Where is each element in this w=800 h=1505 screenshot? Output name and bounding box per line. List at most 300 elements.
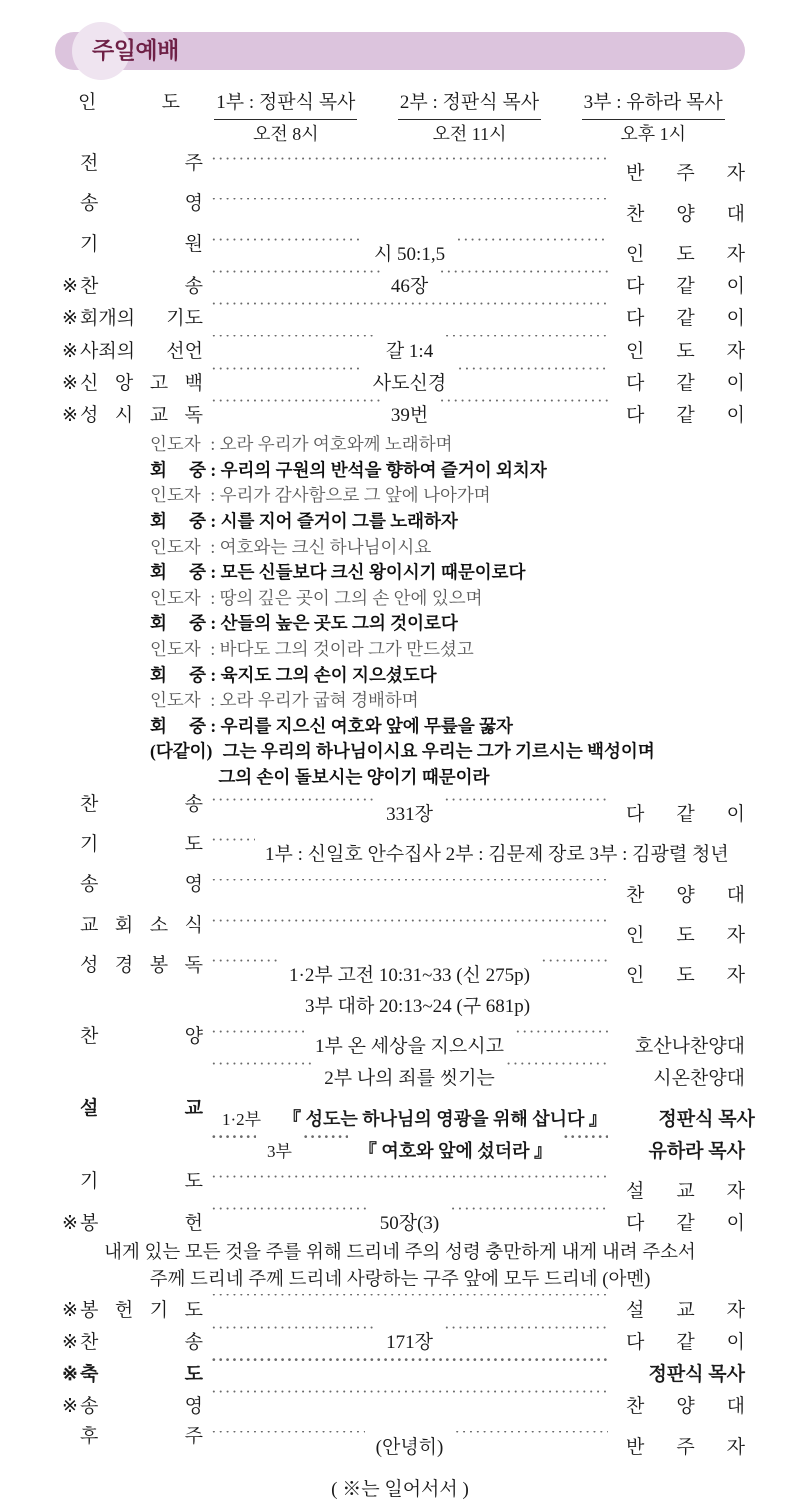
closing-1-assignee-char-2: 이: [726, 1331, 745, 1353]
notice-1-assignee-char-2: 자: [726, 924, 745, 946]
scripture-dots-left: [211, 959, 278, 981]
responsive-line-0-colon: :: [206, 434, 220, 455]
opening-3-content: 46장: [390, 276, 429, 298]
responsive-line-3-text: 시를 지어 즐거이 그를 노래하자: [220, 511, 458, 532]
order-row-opening-5: [0, 335, 800, 367]
notice-0-dots-left: [211, 879, 608, 901]
opening-5-label-char-0: 사죄의: [80, 340, 136, 362]
closing-2-label-char-0: 축: [80, 1364, 99, 1386]
opening-4-assignee-char-1: 같: [676, 308, 695, 330]
notice-1-standing-mark: [62, 911, 80, 941]
offering-1-dots-right: [450, 1207, 608, 1229]
scripture-assignee: [614, 961, 745, 991]
responsive-line-8-text: 바다도 그의 것이라 그가 만드셨고: [219, 638, 474, 659]
sermon-part-1: 1·2부: [222, 1109, 262, 1129]
lead-label-char-1: 도: [161, 92, 180, 113]
responsive-line-2-colon: :: [206, 485, 220, 506]
order-row-notice-0: [0, 870, 800, 910]
scripture-assignee-char-0: 인: [626, 965, 645, 987]
responsive-line-5-speaker: [150, 560, 206, 585]
opening-2-content: 시 50:1,5: [373, 244, 446, 266]
notice-0-standing-mark: [62, 870, 80, 900]
closing-1-content: 171장: [386, 1331, 433, 1353]
opening-1-assignee-char-2: 대: [726, 203, 745, 225]
order-row-closing-2: [0, 1358, 800, 1390]
opening-2-label-text: [80, 230, 205, 260]
offering-1-dots-left: [211, 1207, 369, 1229]
opening-4-label-char-0: 회개의: [80, 308, 136, 330]
responsive-line-1-colon: :: [206, 459, 221, 480]
scripture-standing-mark: [62, 951, 80, 981]
opening-2-dots-left: [211, 238, 363, 260]
hymn-0-label-char-1: 송: [184, 793, 203, 815]
opening-5-standing-mark: ※: [62, 340, 78, 362]
responsive-line-1-speaker-part: 중: [189, 459, 206, 480]
opening-3-dots-right: [439, 270, 608, 292]
opening-6-standing-mark: ※: [62, 372, 78, 394]
responsive-line-1-speaker: [150, 458, 206, 483]
notice-1-label-char-1: 회: [114, 914, 134, 936]
closing-4-assignee-char-0: 반: [626, 1436, 645, 1458]
opening-6-content: 사도신경: [372, 372, 447, 394]
opening-2-standing-mark: [62, 230, 80, 260]
responsive-line-4-speaker: [150, 535, 206, 560]
closing-0-label: [62, 1296, 205, 1326]
opening-0-assignee: [614, 159, 745, 189]
closing-1-dots-right: [444, 1326, 608, 1348]
responsive-line-2-speaker-part: 인도자: [150, 485, 201, 506]
anthem-label-char-1: 양: [184, 1025, 203, 1047]
offering-0-label-char-1: 도: [184, 1171, 203, 1192]
offering-1-label-text: [80, 1209, 205, 1239]
page-title: 주일예배: [92, 38, 179, 64]
responsive-line-4-speaker-part: 인도자: [150, 536, 201, 557]
scripture-label-char-1: 경: [114, 955, 134, 977]
closing-0-standing-mark: ※: [62, 1299, 78, 1321]
opening-6-assignee-char-0: 다: [626, 372, 645, 394]
service-column-3: [561, 88, 745, 149]
opening-5-assignee-char-0: 인: [626, 340, 645, 362]
offering-1-assignee: [614, 1209, 745, 1239]
opening-5-assignee: [614, 337, 745, 367]
opening-4-standing-mark: ※: [62, 308, 78, 330]
sermon-preacher-2: [614, 1137, 745, 1167]
offering-0-label-char-0: 기: [80, 1171, 99, 1192]
order-row-closing-0: [0, 1294, 800, 1326]
closing-3-standing-mark: ※: [62, 1396, 78, 1418]
opening-6-dots-right: [457, 367, 608, 389]
order-row-opening-1: [0, 189, 800, 229]
responsive-line-10-colon: :: [206, 690, 220, 711]
offering-1-assignee-char-1: 같: [676, 1213, 695, 1235]
order-row-opening-7: [0, 399, 800, 431]
opening-3-label-char-0: 찬: [80, 276, 99, 298]
opening-0-assignee-char-0: 반: [626, 163, 645, 185]
opening-0-dots-left: [211, 157, 608, 179]
opening-0-label: [62, 149, 205, 179]
responsive-line-7-speaker: [150, 611, 206, 636]
prayer-label-text: [80, 830, 205, 860]
anthem-label: [62, 1022, 205, 1052]
standing-footnote: ( ※는 일어서서 ): [331, 1478, 469, 1500]
responsive-line-11-speaker-part: 회: [150, 715, 167, 736]
closing-2-label-char-1: 도: [184, 1364, 203, 1386]
opening-6-label-char-0: 신: [80, 372, 99, 394]
offering-1-label-char-0: 봉: [80, 1213, 99, 1235]
responsive-line-6-text: 땅의 깊은 곳이 그의 손 안에 있으며: [219, 587, 483, 608]
notice-1-label-text: [80, 911, 205, 941]
scripture-reference-2: 3부 대하 20:13~24 (구 681p): [305, 995, 531, 1017]
closing-3-label-char-0: 송: [80, 1396, 99, 1418]
opening-7-assignee-char-1: 같: [676, 405, 695, 427]
order-row-closing-1: [0, 1326, 800, 1358]
order-block-5: [0, 1294, 800, 1463]
closing-1-assignee-char-0: 다: [626, 1331, 645, 1353]
opening-7-label-char-3: 독: [184, 405, 203, 427]
order-row-scripture: [0, 951, 800, 991]
order-row-sermon-line2: [0, 1135, 800, 1167]
responsive-line-9: [0, 662, 800, 688]
anthem-dots-left: [211, 1030, 304, 1052]
closing-3-label-text: [80, 1392, 205, 1422]
opening-0-assignee-char-1: 주: [676, 163, 695, 185]
responsive-line-1: [0, 457, 800, 483]
responsive-line-6-speaker-part: 인도자: [150, 587, 201, 608]
responsive-line-8: [0, 636, 800, 662]
closing-0-label-char-0: 봉: [80, 1299, 99, 1321]
closing-4-assignee-char-2: 자: [726, 1436, 745, 1458]
opening-0-label-char-0: 전: [80, 153, 99, 174]
opening-6-label-char-2: 고: [149, 372, 169, 394]
opening-7-content: 39번: [390, 405, 429, 427]
opening-4-dots-left: [211, 302, 608, 324]
closing-0-label-char-1: 헌: [114, 1299, 134, 1321]
scripture-label-char-0: 성: [80, 955, 99, 977]
offering-lyrics-line2: 주께 드리네 주께 드리네 사랑하는 구주 앞에 모두 드리네 (아멘): [149, 1269, 651, 1290]
responsive-line-4-colon: :: [206, 536, 220, 557]
opening-2-assignee-char-2: 자: [726, 244, 745, 266]
closing-4-label-char-0: 후: [80, 1426, 99, 1448]
responsive-line-9-speaker: [150, 663, 206, 688]
closing-2-label-text: [80, 1360, 205, 1390]
service-3-leader: 3부 : 유하라 목사: [582, 88, 725, 120]
responsive-line-0-text: 오라 우리가 여호와께 노래하며: [219, 434, 453, 455]
offering-1-assignee-char-2: 이: [726, 1213, 745, 1235]
closing-2-standing-mark: ※: [62, 1364, 78, 1386]
closing-2-assignee-text: 정판식 목사: [648, 1364, 745, 1386]
order-row-notice-1: [0, 911, 800, 951]
opening-0-standing-mark: [62, 149, 80, 179]
closing-2-assignee: [614, 1360, 745, 1390]
sermon2-dots-2: [563, 1135, 608, 1157]
opening-4-label-char-1: 기도: [166, 308, 203, 330]
order-row-offering-0: [0, 1167, 800, 1207]
prayer-content: 1부 : 신일호 안수집사 2부 : 김문제 장로 3부 : 김광렬 청년: [265, 844, 729, 866]
closing-4-content: (안녕히): [375, 1436, 444, 1458]
responsive-line-10: [0, 687, 800, 713]
opening-1-label-text: [80, 189, 205, 219]
anthem-standing-mark: [62, 1022, 80, 1052]
responsive-line-3-speaker-part: 회: [150, 511, 167, 532]
opening-7-label-char-0: 성: [80, 405, 99, 427]
anthem2-dots-right: [506, 1062, 608, 1084]
opening-5-label-char-1: 선언: [166, 340, 203, 362]
notice-1-assignee-char-1: 도: [676, 924, 695, 946]
hymn-0-dots-left: [211, 798, 375, 820]
scripture-label-char-3: 독: [184, 955, 203, 977]
closing-0-assignee: [614, 1296, 745, 1326]
opening-4-label-text: [80, 304, 205, 334]
opening-3-dots-left: [211, 270, 380, 292]
closing-4-label-text: [80, 1422, 205, 1452]
opening-6-assignee: [614, 369, 745, 399]
notice-1-assignee: [614, 921, 745, 951]
scripture-label: [62, 951, 205, 981]
closing-0-assignee-char-0: 설: [626, 1299, 645, 1321]
sermon2-dots-1: [303, 1135, 348, 1157]
closing-1-assignee: [614, 1328, 745, 1358]
sermon-label-text: [80, 1094, 205, 1124]
opening-3-assignee-char-2: 이: [726, 276, 745, 298]
responsive-all-line1: 그는 우리의 하나님이시요 우리는 그가 기르시는 백성이며: [222, 741, 655, 762]
notice-0-assignee-char-0: 찬: [626, 884, 645, 906]
opening-7-assignee: [614, 401, 745, 431]
opening-4-assignee-char-2: 이: [726, 308, 745, 330]
notice-0-assignee: [614, 881, 745, 911]
order-row-opening-4: [0, 302, 800, 334]
responsive-line-5-speaker-part: 회: [150, 562, 167, 583]
offering-0-assignee-char-0: 설: [626, 1181, 645, 1203]
order-block-2: [0, 790, 800, 830]
scripture-assignee-char-2: 자: [726, 965, 745, 987]
closing-3-assignee-char-0: 찬: [626, 1396, 645, 1418]
opening-1-dots-left: [211, 198, 608, 220]
responsive-line-11-speaker-part: 중: [189, 715, 206, 736]
order-row-sermon: [0, 1094, 800, 1134]
responsive-line-11-speaker: [150, 714, 206, 739]
sermon-preacher-1: [624, 1105, 755, 1135]
anthem-dots-right: [515, 1030, 608, 1052]
service-column-2: [378, 88, 562, 149]
responsive-line-9-speaker-part: 중: [189, 664, 206, 685]
hymn-0-label: [62, 790, 205, 820]
order-row-opening-3: [0, 270, 800, 302]
notice-0-label: [62, 870, 205, 900]
anthem2-dots-left: [211, 1062, 313, 1084]
opening-5-assignee-char-2: 자: [726, 340, 745, 362]
opening-2-dots-right: [456, 238, 608, 260]
anthem-choir-2: [614, 1064, 745, 1094]
offering-0-dots-left: [211, 1175, 608, 1197]
hymn-0-standing-mark: [62, 790, 80, 820]
responsive-line-11: [0, 713, 800, 739]
responsive-line-7-speaker-part: 중: [189, 613, 206, 634]
closing-2-dots-left: [211, 1358, 608, 1380]
notice-1-label-char-2: 소: [149, 914, 169, 936]
responsive-line-3: [0, 508, 800, 534]
closing-3-assignee-char-1: 양: [676, 1396, 695, 1418]
opening-7-label-char-2: 교: [149, 405, 169, 427]
closing-4-standing-mark: [62, 1422, 80, 1452]
order-row-closing-4: [0, 1422, 800, 1462]
closing-4-dots-left: [211, 1431, 365, 1453]
closing-3-label: [62, 1392, 205, 1422]
opening-3-assignee: [614, 272, 745, 302]
responsive-line-1-speaker-part: 회: [150, 459, 167, 480]
closing-3-dots-left: [211, 1390, 608, 1412]
service-2-time: 오전 11시: [432, 124, 507, 144]
offering-0-assignee-char-2: 자: [726, 1181, 745, 1203]
closing-4-assignee: [614, 1433, 745, 1463]
closing-3-label-char-1: 영: [184, 1396, 203, 1418]
notice-1-assignee-char-0: 인: [626, 924, 645, 946]
responsive-line-5: [0, 559, 800, 585]
order-row-anthem-line2: [0, 1062, 800, 1094]
opening-2-label: [62, 230, 205, 260]
opening-7-assignee-char-2: 이: [726, 405, 745, 427]
responsive-line-0-speaker: [150, 432, 206, 457]
closing-2-label: [62, 1360, 205, 1390]
responsive-line-11-colon: :: [206, 715, 221, 736]
responsive-line-8-colon: :: [206, 638, 220, 659]
responsive-line-2-speaker: [150, 483, 206, 508]
order-row-scripture-line2: [0, 992, 800, 1022]
closing-3-assignee-char-2: 대: [726, 1396, 745, 1418]
service-1-leader: 1부 : 정판식 목사: [214, 88, 357, 120]
sermon-title-1: 『 성도는 하나님의 영광을 위해 삽니다 』: [283, 1108, 607, 1129]
opening-0-assignee-char-2: 자: [726, 163, 745, 185]
opening-6-label-char-3: 백: [184, 372, 203, 394]
offering-1-label-char-1: 헌: [184, 1213, 203, 1235]
closing-4-label-char-1: 주: [184, 1426, 203, 1448]
offering-1-content: 50장(3): [379, 1213, 440, 1235]
opening-4-label: [62, 304, 205, 334]
opening-7-standing-mark: ※: [62, 405, 78, 427]
anthem-label-text: [80, 1022, 205, 1052]
responsive-line-7-colon: :: [206, 613, 221, 634]
opening-2-assignee: [614, 240, 745, 270]
scripture-label-text: [80, 951, 205, 981]
sermon-part-2: 3부: [266, 1141, 292, 1161]
opening-3-label-text: [80, 272, 205, 302]
offering-0-standing-mark: [62, 1167, 80, 1197]
scripture-assignee-char-1: 도: [676, 965, 695, 987]
responsive-line-8-speaker: [150, 637, 206, 662]
hymn-0-assignee-char-0: 다: [626, 803, 645, 825]
opening-7-label-char-1: 시: [114, 405, 134, 427]
scripture-label-char-2: 봉: [149, 955, 169, 977]
notice-1-label: [62, 911, 205, 941]
order-block-3: [0, 870, 800, 951]
order-row-opening-6: [0, 367, 800, 399]
opening-5-dots-left: [211, 335, 375, 357]
notice-0-assignee-char-1: 양: [676, 884, 695, 906]
opening-2-assignee-char-1: 도: [676, 244, 695, 266]
opening-4-assignee-char-0: 다: [626, 308, 645, 330]
hymn-0-assignee-char-1: 같: [676, 803, 695, 825]
opening-7-label: [62, 401, 205, 431]
service-3-time: 오후 1시: [620, 124, 687, 144]
opening-6-dots-left: [211, 367, 362, 389]
closing-1-label-text: [80, 1328, 205, 1358]
order-row-prayer: [0, 830, 800, 870]
responsive-line-8-speaker-part: 인도자: [150, 638, 201, 659]
hymn-0-assignee-char-2: 이: [726, 803, 745, 825]
responsive-line-6-colon: :: [206, 587, 220, 608]
responsive-line-9-text: 육지도 그의 손이 지으셨도다: [220, 664, 437, 685]
responsive-line-11-text: 우리를 지으신 여호와 앞에 무릎을 꿇자: [220, 715, 513, 736]
responsive-line-0: [0, 431, 800, 457]
opening-6-label-char-1: 앙: [114, 372, 134, 394]
anthem-choir-1: [614, 1032, 745, 1062]
opening-1-standing-mark: [62, 189, 80, 219]
closing-1-label-char-1: 송: [184, 1331, 203, 1353]
closing-1-dots-left: [211, 1326, 375, 1348]
closing-4-dots-right: [454, 1431, 608, 1453]
opening-7-label-text: [80, 401, 205, 431]
hymn-0-assignee: [614, 800, 745, 830]
service-2-leader: 2부 : 정판식 목사: [398, 88, 541, 120]
sermon2-dots-0: [211, 1135, 256, 1157]
service-header-lead-label: [62, 88, 194, 118]
opening-6-label: [62, 369, 205, 399]
responsive-line-3-speaker-part: 중: [189, 511, 206, 532]
service-columns: [194, 88, 745, 149]
service-header-row: [0, 88, 800, 149]
closing-0-label-char-2: 기: [149, 1299, 169, 1321]
opening-3-label: [62, 272, 205, 302]
order-row-opening-0: [0, 149, 800, 189]
opening-1-label-char-1: 영: [184, 193, 203, 215]
opening-7-dots-right: [439, 399, 608, 421]
closing-3-assignee: [614, 1392, 745, 1422]
closing-0-label-text: [80, 1296, 205, 1326]
anthem-choir-2-text: 시온찬양대: [653, 1068, 745, 1090]
hymn-0-label-text: [80, 790, 205, 820]
sermon-preacher-2-text: 유하라 목사: [648, 1140, 745, 1162]
responsive-line-2: [0, 482, 800, 508]
service-1-time: 오전 8시: [253, 124, 319, 144]
opening-0-label-char-1: 주: [184, 153, 203, 174]
order-row-closing-3: [0, 1390, 800, 1422]
responsive-line-3-colon: :: [206, 511, 221, 532]
sermon-label-char-0: 설: [80, 1098, 99, 1120]
opening-4-assignee: [614, 304, 745, 334]
order-row-opening-2: [0, 230, 800, 270]
sermon-standing-mark: [62, 1094, 80, 1124]
closing-0-label-char-3: 도: [184, 1299, 203, 1321]
responsive-line-0-speaker-part: 인도자: [150, 434, 201, 455]
closing-4-assignee-char-1: 주: [676, 1436, 695, 1458]
closing-1-label-char-0: 찬: [80, 1331, 99, 1353]
offering-0-assignee-char-1: 교: [676, 1181, 695, 1203]
notice-1-dots-left: [211, 919, 608, 941]
opening-0-label-text: [80, 149, 205, 179]
notice-0-label-char-1: 영: [184, 874, 203, 896]
responsive-line-7-text: 산들의 높은 곳도 그의 것이로다: [220, 613, 458, 634]
responsive-line-4: [0, 534, 800, 560]
offering-0-label-text: [80, 1167, 205, 1197]
notice-1-label-char-0: 교: [80, 914, 99, 936]
responsive-line-1-text: 우리의 구원의 반석을 향하여 즐거이 외치자: [220, 459, 547, 480]
opening-3-standing-mark: ※: [62, 276, 78, 298]
hymn-0-label-char-0: 찬: [80, 793, 99, 815]
opening-1-assignee: [614, 200, 745, 230]
responsive-line-2-text: 우리가 감사함으로 그 앞에 나아가며: [219, 485, 491, 506]
sermon-title-2: 『 여호와 앞에 섰더라 』: [358, 1140, 553, 1161]
responsive-line-9-speaker-part: 회: [150, 664, 167, 685]
order-block-1: [0, 149, 800, 431]
